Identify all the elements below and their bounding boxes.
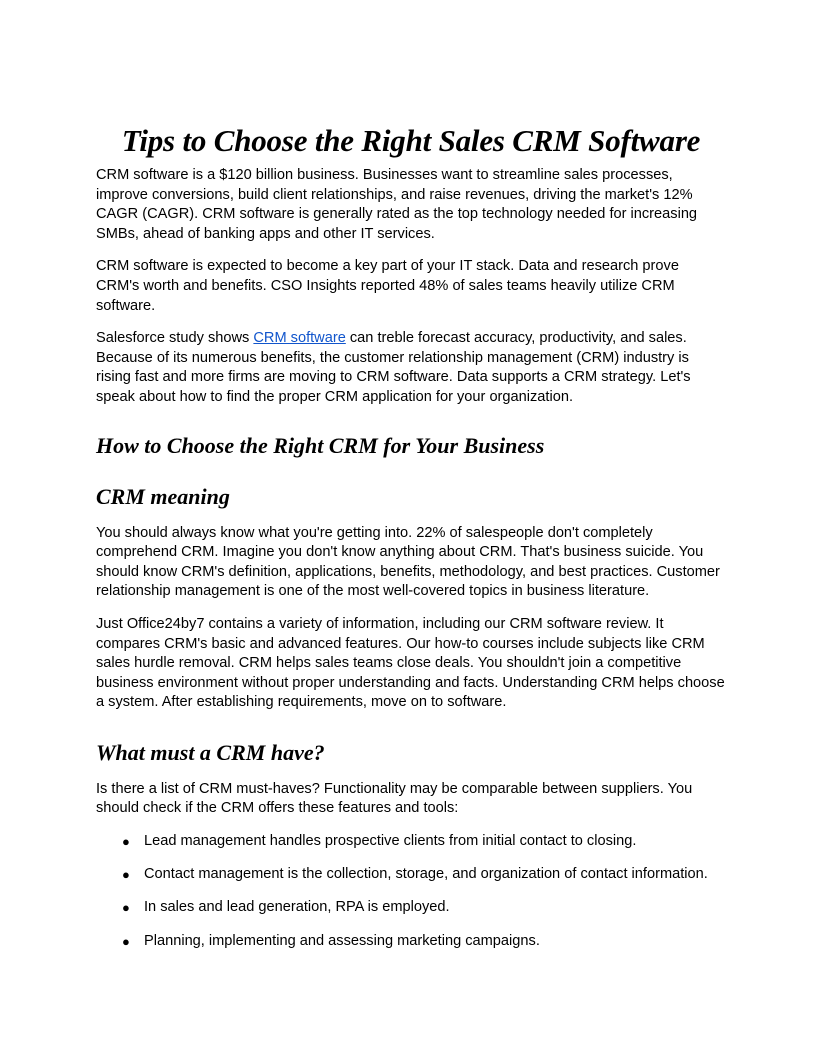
bullet-icon: ●	[122, 867, 130, 883]
bullet-icon: ●	[122, 933, 130, 949]
heading-choose-right-crm: How to Choose the Right CRM for Your Business	[96, 432, 545, 458]
intro-p3-text-before: Salesforce study shows	[96, 330, 254, 347]
intro-p3-text-after: can treble forecast accuracy, productivity, and sales. Because of its numerous benefits, the customer relationship management (CRM) industry is rising fast and more firms are moving to CRM software. Data supports a CRM strategy. Let's speak about how to find the proper CRM application for your organization.	[96, 330, 691, 405]
heading-crm-meaning: CRM meaning	[96, 483, 230, 509]
document-page	[96, 118, 726, 965]
list-item-text: Lead management handles prospective clients from initial contact to closing.	[144, 833, 637, 850]
list-item	[96, 865, 726, 885]
bullet-icon: ●	[122, 834, 130, 850]
meaning-paragraph-2: Just Office24by7 contains a variety of information, including our CRM software review. It compares CRM's basic and advanced features. Our how-to courses include subjects like CRM sales hurdle removal. CRM helps sales teams close deals. You shouldn't join a competitive business environment without proper understanding and facts. Understanding CRM helps choose a system. After establishing requirements, move on to software.	[96, 615, 725, 711]
features-bullet-list	[96, 832, 726, 951]
heading-crm-must-haves: What must a CRM have?	[96, 739, 325, 765]
list-item	[96, 898, 726, 918]
list-item-text: Contact management is the collection, storage, and organization of contact information.	[144, 866, 708, 883]
intro-paragraph-3	[96, 329, 726, 407]
list-item-text: In sales and lead generation, RPA is employed.	[144, 899, 450, 916]
list-item	[96, 832, 726, 852]
meaning-paragraph-1: You should always know what you're getting into. 22% of salespeople don't completely comprehend CRM. Imagine you don't know anything about CRM. That's business suicide. You should know CRM's definition, applications, benefits, methodology, and best practices. Customer relationship management is one of the most well-covered topics in business literature.	[96, 524, 720, 600]
intro-paragraph-2: CRM software is expected to become a key part of your IT stack. Data and research prove CRM's worth and benefits. CSO Insights reported 48% of sales teams heavily utilize CRM software.	[96, 258, 679, 314]
bullet-icon: ●	[122, 900, 130, 916]
list-item-text: Planning, implementing and assessing marketing campaigns.	[144, 932, 540, 949]
intro-paragraph-1: CRM software is a $120 billion business. Businesses want to streamline sales processes, improve conversions, build client relationships, and raise revenues, driving the market's 12% CAGR (CAGR). CRM software is generally rated as the top technology needed for increasing SMBs, ahead of banking apps and other IT services.	[96, 167, 698, 242]
crm-software-link[interactable]: CRM software	[253, 330, 346, 347]
list-item	[96, 932, 726, 952]
document-title: Tips to Choose the Right Sales CRM Software	[121, 123, 701, 158]
must-haves-paragraph: Is there a list of CRM must-haves? Functionality may be comparable between suppliers. You should check if the CRM offers these features and tools:	[96, 780, 693, 817]
